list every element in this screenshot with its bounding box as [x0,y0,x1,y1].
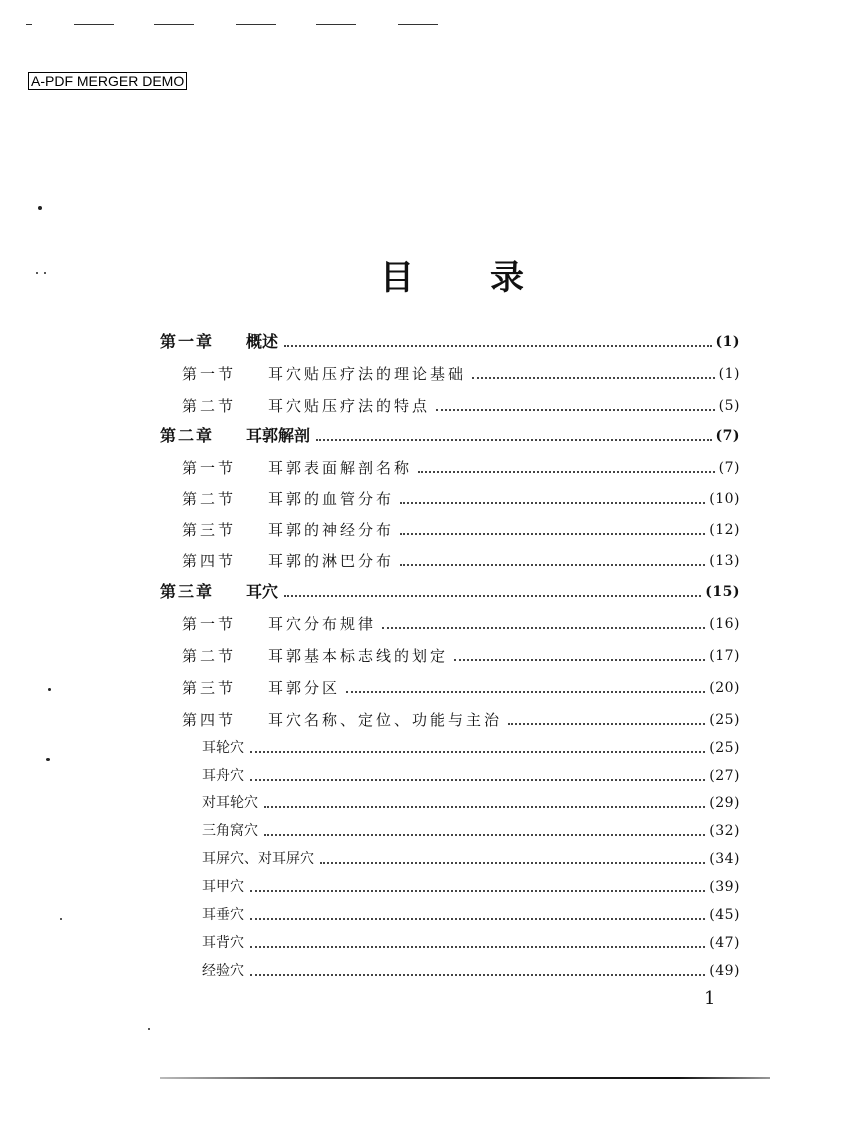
toc-entry-page: (25) [709,712,740,728]
toc-entry-title: 经验穴 [202,963,244,979]
toc-section-row[interactable] [182,547,740,571]
toc-entry-head: 第二节 [182,397,237,415]
leader-dots [320,862,705,864]
scan-bottom-rule [160,1077,770,1079]
leader-dots [284,595,701,597]
toc-entry-page: (7) [715,428,740,444]
leader-dots [250,974,705,976]
toc-entry-page: (7) [718,460,740,476]
leader-dots [284,345,711,347]
toc-entry-head: 第三节 [182,521,237,539]
toc-entry-page: (32) [709,823,740,839]
toc-section-row[interactable] [182,454,740,478]
toc-entry-title: 耳郭的淋巴分布 [268,552,395,570]
toc-section-row[interactable] [182,642,740,666]
toc-entry-page: (1) [715,334,740,350]
toc-entry-page: (34) [709,851,740,867]
toc-entry-head: 第二节 [182,490,237,508]
leader-dots [508,723,705,725]
toc-entry-title: 耳郭分区 [268,679,341,697]
leader-dots [418,471,715,473]
toc-entry-page: (5) [718,398,740,414]
leader-dots [316,439,711,441]
toc-entry-title: 耳郭表面解剖名称 [268,459,413,477]
toc-entry-head: 第一节 [182,459,237,477]
toc-section-row[interactable] [182,610,740,634]
toc-chapter-row[interactable] [160,422,740,446]
toc-entry-head: 第一节 [182,615,237,633]
toc-entry-page: (15) [705,584,740,600]
toc-subentry-row[interactable] [202,873,740,897]
toc-entry-page: (29) [709,795,740,811]
leader-dots [250,779,705,781]
toc-entry-title: 对耳轮穴 [202,795,258,811]
toc-entry-head: 第二节 [182,647,237,665]
leader-dots [346,691,705,693]
toc-entry-page: (12) [709,522,740,538]
toc-subentry-row[interactable] [202,817,740,841]
toc-entry-head: 第一章 [160,332,215,351]
leader-dots [250,946,705,948]
toc-entry-head: 第一节 [182,365,237,383]
toc-entry-title: 耳穴贴压疗法的理论基础 [268,365,467,383]
leader-dots [264,806,705,808]
title-char-1: 目 [380,258,414,298]
toc-entry-page: (20) [709,680,740,696]
toc-entry-page: (10) [709,491,740,507]
toc-entry-title: 三角窝穴 [202,823,258,839]
toc-entry-title: 耳穴 [246,582,279,601]
toc-entry-page: (1) [718,366,740,382]
toc-section-row[interactable] [182,516,740,540]
toc-entry-title: 耳郭解剖 [246,426,311,445]
toc-entry-page: (39) [709,879,740,895]
toc-entry-title: 耳郭基本标志线的划定 [268,647,449,665]
toc-entry-title: 耳轮穴 [202,740,244,756]
toc-entry-head: 第三节 [182,679,237,697]
leader-dots [436,409,715,411]
toc-entry-head: 第三章 [160,582,215,601]
toc-entry-head: 第四节 [182,711,237,729]
leader-dots [454,659,705,661]
toc-entry-title: 耳郭的神经分布 [268,521,395,539]
toc-subentry-row[interactable] [202,957,740,981]
leader-dots [250,890,705,892]
toc-section-row[interactable] [182,674,740,698]
toc-entry-page: (25) [709,740,740,756]
toc-entry-title: 耳背穴 [202,935,244,951]
toc-entry-title: 耳垂穴 [202,907,244,923]
watermark-label: A-PDF MERGER DEMO [28,72,187,90]
toc-subentry-row[interactable] [202,929,740,953]
toc-entry-page: (47) [709,935,740,951]
toc-entry-title: 耳穴名称、定位、功能与主治 [268,711,503,729]
toc-entry-title: 耳郭的血管分布 [268,490,395,508]
toc-entry-title: 概述 [246,332,279,351]
toc-entry-page: (27) [709,768,740,784]
toc-entry-title: 耳舟穴 [202,768,244,784]
toc-entry-head: 第二章 [160,426,215,445]
toc-section-row[interactable] [182,706,740,730]
toc-entry-page: (13) [709,553,740,569]
scan-speck [148,1028,150,1030]
toc-entry-page: (16) [709,616,740,632]
toc-section-row[interactable] [182,485,740,509]
leader-dots [250,918,705,920]
toc-section-row[interactable] [182,360,740,384]
leader-dots [400,502,705,504]
toc-chapter-row[interactable] [160,328,740,352]
toc-entry-title: 耳屏穴、对耳屏穴 [202,851,314,867]
leader-dots [264,834,705,836]
toc-chapter-row[interactable] [160,578,740,602]
toc-entry-page: (17) [709,648,740,664]
toc-subentry-row[interactable] [202,789,740,813]
toc-entry-head: 第四节 [182,552,237,570]
title-char-2: 录 [490,258,524,298]
toc-entry-title: 耳穴贴压疗法的特点 [268,397,431,415]
leader-dots [472,377,715,379]
page-number: 1 [704,988,716,1009]
toc-subentry-row[interactable] [202,845,740,869]
toc-entry-page: (45) [709,907,740,923]
toc-entry-title: 耳穴分布规律 [268,615,377,633]
leader-dots [382,627,705,629]
toc-entry-title: 耳甲穴 [202,879,244,895]
toc-subentry-row[interactable] [202,762,740,786]
toc-subentry-row[interactable] [202,901,740,925]
leader-dots [250,751,705,753]
leader-dots [400,564,705,566]
toc-entry-page: (49) [709,963,740,979]
toc-section-row[interactable] [182,392,740,416]
toc-subentry-row[interactable] [202,734,740,758]
leader-dots [400,533,705,535]
